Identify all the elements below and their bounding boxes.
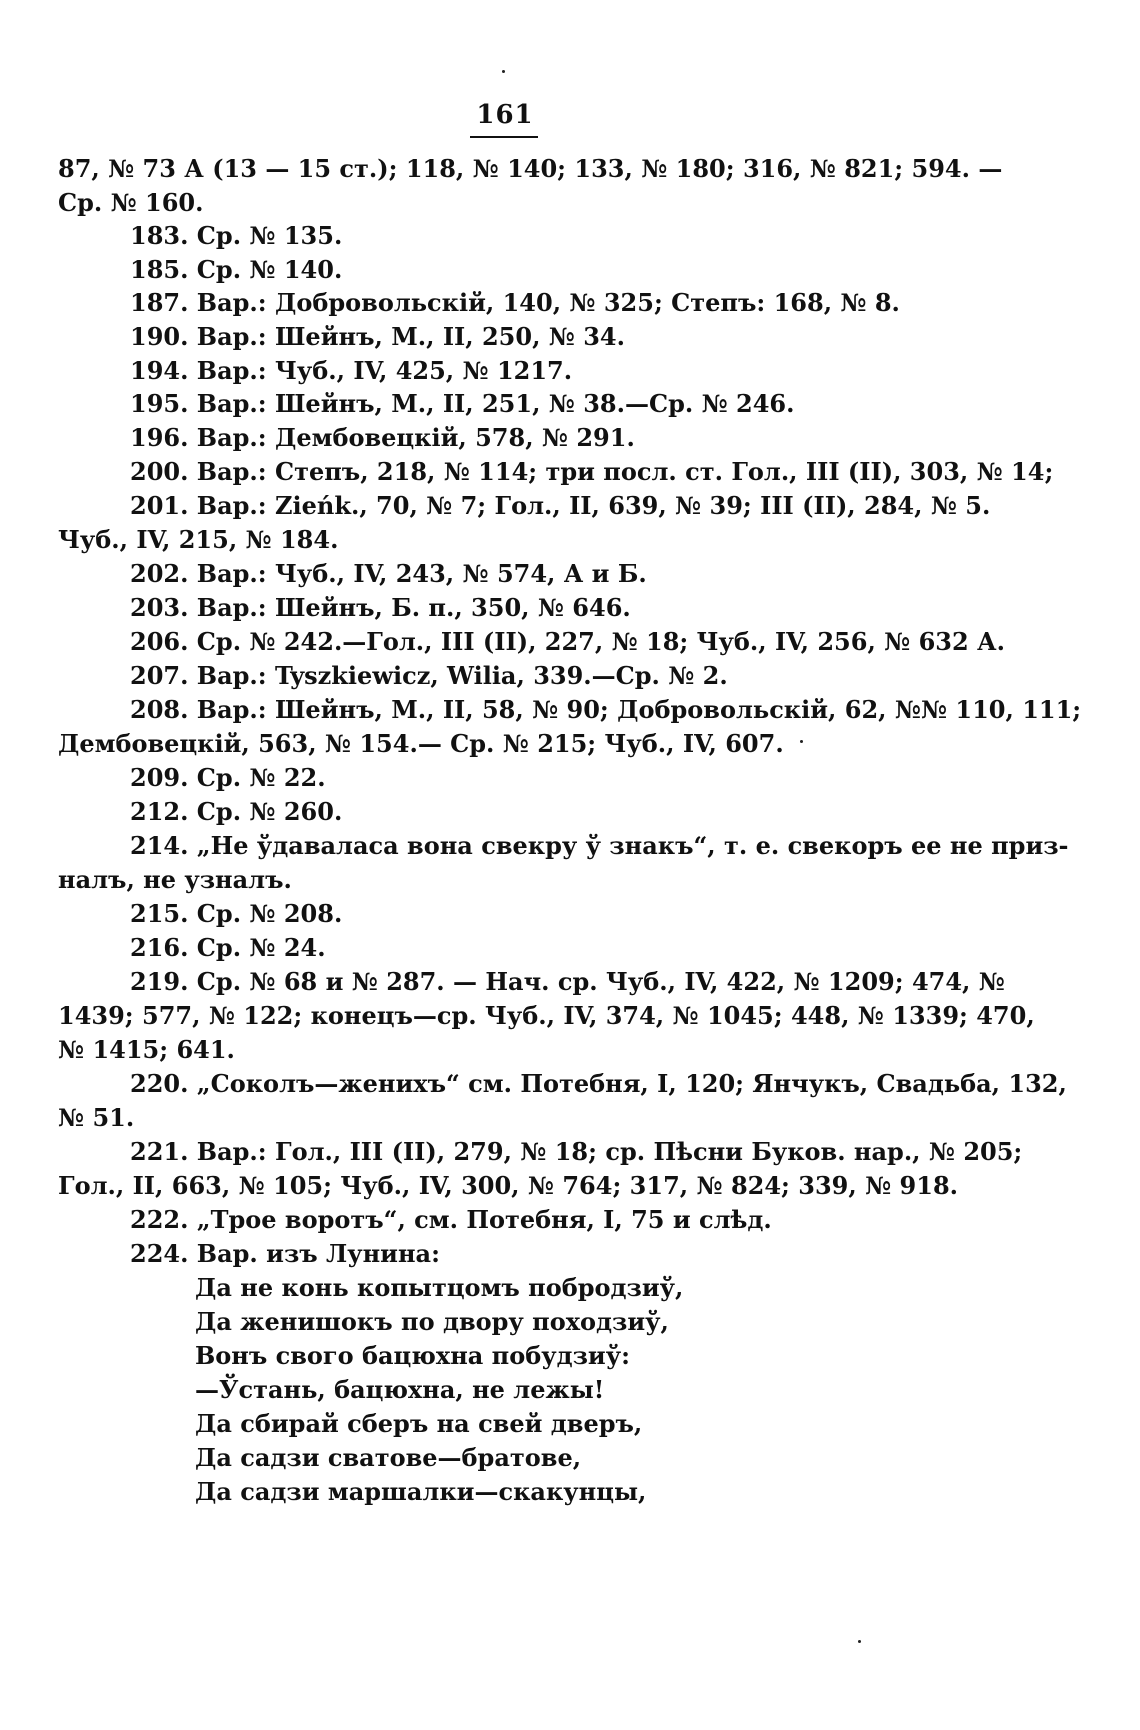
text-line: 212. Ср. № 260. — [130, 797, 343, 826]
text-line: 221. Вар.: Гол., III (II), 279, № 18; ср. Пѣсни Буков. нар., № 205; — [130, 1137, 1023, 1166]
scan-speck — [858, 1640, 861, 1643]
verse-line: Да садзи маршалки—скакунцы, — [195, 1477, 647, 1506]
text-line: 216. Ср. № 24. — [130, 933, 326, 962]
text-line: 190. Вар.: Шейнъ, М., II, 250, № 34. — [130, 322, 625, 351]
scan-speck — [800, 740, 803, 743]
verse-line: Да садзи сватове—братове, — [195, 1443, 582, 1472]
page-number: 161 — [476, 100, 534, 130]
text-line: 195. Вар.: Шейнъ, М., II, 251, № 38.—Ср. № 246. — [130, 389, 795, 418]
scan-speck — [502, 70, 505, 73]
verse-line: Да не конь копытцомъ побродзиў, — [195, 1273, 684, 1302]
text-line: Чуб., IV, 215, № 184. — [58, 525, 339, 554]
text-line: 196. Вар.: Дембовецкій, 578, № 291. — [130, 423, 635, 452]
text-line: 214. „Не ўдаваласа вона свекру ў знакъ“, т. е. свекоръ ее не приз- — [130, 831, 1069, 860]
text-line: 1439; 577, № 122; конецъ—ср. Чуб., IV, 374, № 1045; 448, № 1339; 470, — [58, 1001, 1035, 1030]
text-line: 209. Ср. № 22. — [130, 763, 326, 792]
text-line: 200. Вар.: Степъ, 218, № 114; три посл. ст. Гол., III (II), 303, № 14; — [130, 457, 1054, 486]
text-line: Ср. № 160. — [58, 188, 204, 217]
text-line: 187. Вар.: Добровольскій, 140, № 325; Степъ: 168, № 8. — [130, 288, 900, 317]
text-line: 203. Вар.: Шейнъ, Б. п., 350, № 646. — [130, 593, 631, 622]
verse-line: Вонъ свого бацюхна побудзиў: — [195, 1341, 630, 1370]
text-line: 183. Ср. № 135. — [130, 221, 343, 250]
text-line: 215. Ср. № 208. — [130, 899, 343, 928]
text-line: 185. Ср. № 140. — [130, 255, 343, 284]
text-line: 202. Вар.: Чуб., IV, 243, № 574, А и Б. — [130, 559, 647, 588]
text-line: 222. „Трое воротъ“, см. Потебня, I, 75 и слѣд. — [130, 1205, 772, 1234]
text-line: 87, № 73 А (13 — 15 ст.); 118, № 140; 133, № 180; 316, № 821; 594. — — [58, 154, 1003, 183]
text-line: № 51. — [58, 1103, 135, 1132]
text-line: 201. Вар.: Zieńk., 70, № 7; Гол., II, 639, № 39; III (II), 284, № 5. — [130, 491, 991, 520]
text-line: 224. Вар. изъ Лунина: — [130, 1239, 440, 1268]
text-line: 206. Ср. № 242.—Гол., III (II), 227, № 18; Чуб., IV, 256, № 632 А. — [130, 627, 1005, 656]
text-line: налъ, не узналъ. — [58, 865, 292, 894]
text-line: 208. Вар.: Шейнъ, М., II, 58, № 90; Добровольскій, 62, №№ 110, 111; — [130, 695, 1082, 724]
verse-line: —Ўстань, бацюхна, не лежы! — [195, 1375, 605, 1404]
text-line: Гол., II, 663, № 105; Чуб., IV, 300, № 764; 317, № 824; 339, № 918. — [58, 1171, 958, 1200]
text-line: 220. „Соколъ—женихъ“ см. Потебня, I, 120; Янчукъ, Свадьба, 132, — [130, 1069, 1067, 1098]
verse-line: Да сбирай сберъ на свей дверъ, — [195, 1409, 643, 1438]
text-line: 194. Вар.: Чуб., IV, 425, № 1217. — [130, 356, 573, 385]
page-number-underline — [470, 136, 538, 138]
text-line: 219. Ср. № 68 и № 287. — Нач. ср. Чуб., IV, 422, № 1209; 474, № — [130, 967, 1005, 996]
text-line: Дембовецкій, 563, № 154.— Ср. № 215; Чуб., IV, 607. — [58, 729, 784, 758]
text-line: № 1415; 641. — [58, 1035, 235, 1064]
verse-line: Да женишокъ по двору походзиў, — [195, 1307, 669, 1336]
text-line: 207. Вар.: Tyszkiewicz, Wilia, 339.—Ср. № 2. — [130, 661, 728, 690]
